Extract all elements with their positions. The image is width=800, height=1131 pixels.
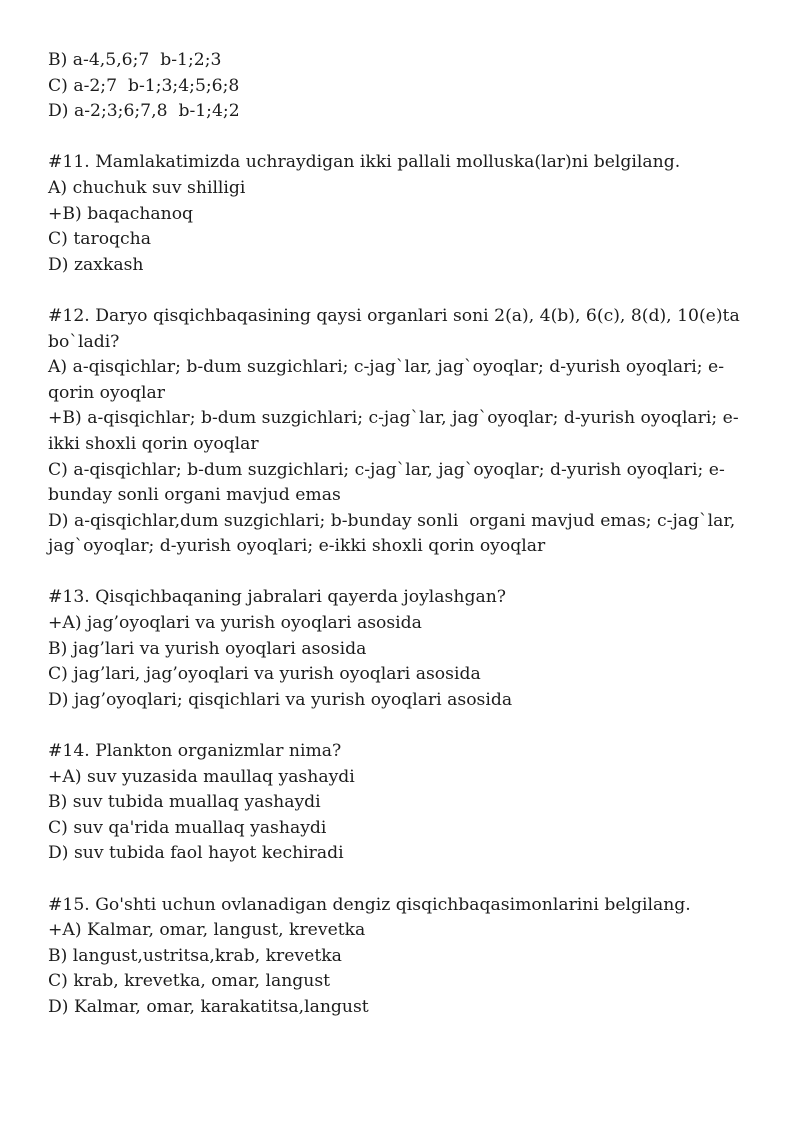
answer-option-c: C) a-2;7 b-1;3;4;5;6;8 xyxy=(48,75,240,96)
answer-option-c: C) suv qa'rida muallaq yashaydi xyxy=(48,817,327,838)
answer-option-c: C) a-qisqichlar; b-dum suzgichlari; c-jag`lar, jag`oyoqlar; d-yurish oyoqlari; e-bunday sonli organi mavjud emas xyxy=(48,459,725,506)
answer-option-c: C) krab, krevetka, omar, langust xyxy=(48,971,331,992)
answer-option-d: D) jag’oyoqlari; qisqichlari va yurish oyoqlari asosida xyxy=(48,689,513,710)
question-15 xyxy=(48,893,760,1021)
answer-option-a: +A) suv yuzasida maullaq yashaydi xyxy=(48,766,355,787)
question-title: #15. Go'shti uchun ovlanadigan dengiz qisqichbaqasimonlarini belgilang. xyxy=(48,894,691,915)
answer-option-b: +B) a-qisqichlar; b-dum suzgichlari; c-jag`lar, jag`oyoqlar; d-yurish oyoqlari; e-ikki shoxli qorin oyoqlar xyxy=(48,408,739,454)
answer-option-a: +A) Kalmar, omar, langust, krevetka xyxy=(48,920,366,941)
answer-option-d: D) a-2;3;6;7,8 b-1;4;2 xyxy=(48,101,240,122)
question-11 xyxy=(48,150,760,278)
answer-option-d: D) zaxkash xyxy=(48,254,144,275)
question-12 xyxy=(48,304,760,560)
answer-option-d: D) suv tubida faol hayot kechiradi xyxy=(48,843,344,864)
answer-option-a: A) chuchuk suv shilligi xyxy=(48,177,246,198)
document-page xyxy=(48,48,760,1021)
question-13 xyxy=(48,585,760,713)
answer-option-d: D) Kalmar, omar, karakatitsa,langust xyxy=(48,996,369,1017)
question-title: #14. Plankton organizmlar nima? xyxy=(48,741,342,762)
answer-option-b: B) langust,ustritsa,krab, krevetka xyxy=(48,945,342,966)
answer-option-a: +A) jag’oyoqlari va yurish oyoqlari asosida xyxy=(48,613,422,634)
answer-option-a: A) a-qisqichlar; b-dum suzgichlari; c-jag`lar, jag`oyoqlar; d-yurish oyoqlari; e-qorin oyoqlar xyxy=(48,357,725,403)
question-title: #13. Qisqichbaqaning jabralari qayerda joylashgan? xyxy=(48,587,506,608)
answer-option-c: C) taroqcha xyxy=(48,229,151,250)
question-title: #12. Daryo qisqichbaqasining qaysi organlari soni 2(a), 4(b), 6(c), 8(d), 10(e)ta bo`ladi? xyxy=(48,305,746,352)
question-title: #11. Mamlakatimizda uchraydigan ikki pallali molluska(lar)ni belgilang. xyxy=(48,152,681,173)
answer-option-b: B) suv tubida muallaq yashaydi xyxy=(48,792,321,813)
answer-option-b: B) jag’lari va yurish oyoqlari asosida xyxy=(48,638,367,659)
answer-option-d: D) a-qisqichlar,dum suzgichlari; b-bunday sonli organi mavjud emas; c-jag`lar, jag`oyoqlar; d-yurish oyoqlari; e-ikki shoxli qorin oyoqlar xyxy=(48,510,741,557)
question-14 xyxy=(48,739,760,867)
question-10-fragment xyxy=(48,48,760,125)
answer-option-b: B) a-4,5,6;7 b-1;2;3 xyxy=(48,50,222,70)
answer-option-b: +B) baqachanoq xyxy=(48,203,194,224)
answer-option-c: C) jag’lari, jag’oyoqlari va yurish oyoqlari asosida xyxy=(48,664,481,685)
